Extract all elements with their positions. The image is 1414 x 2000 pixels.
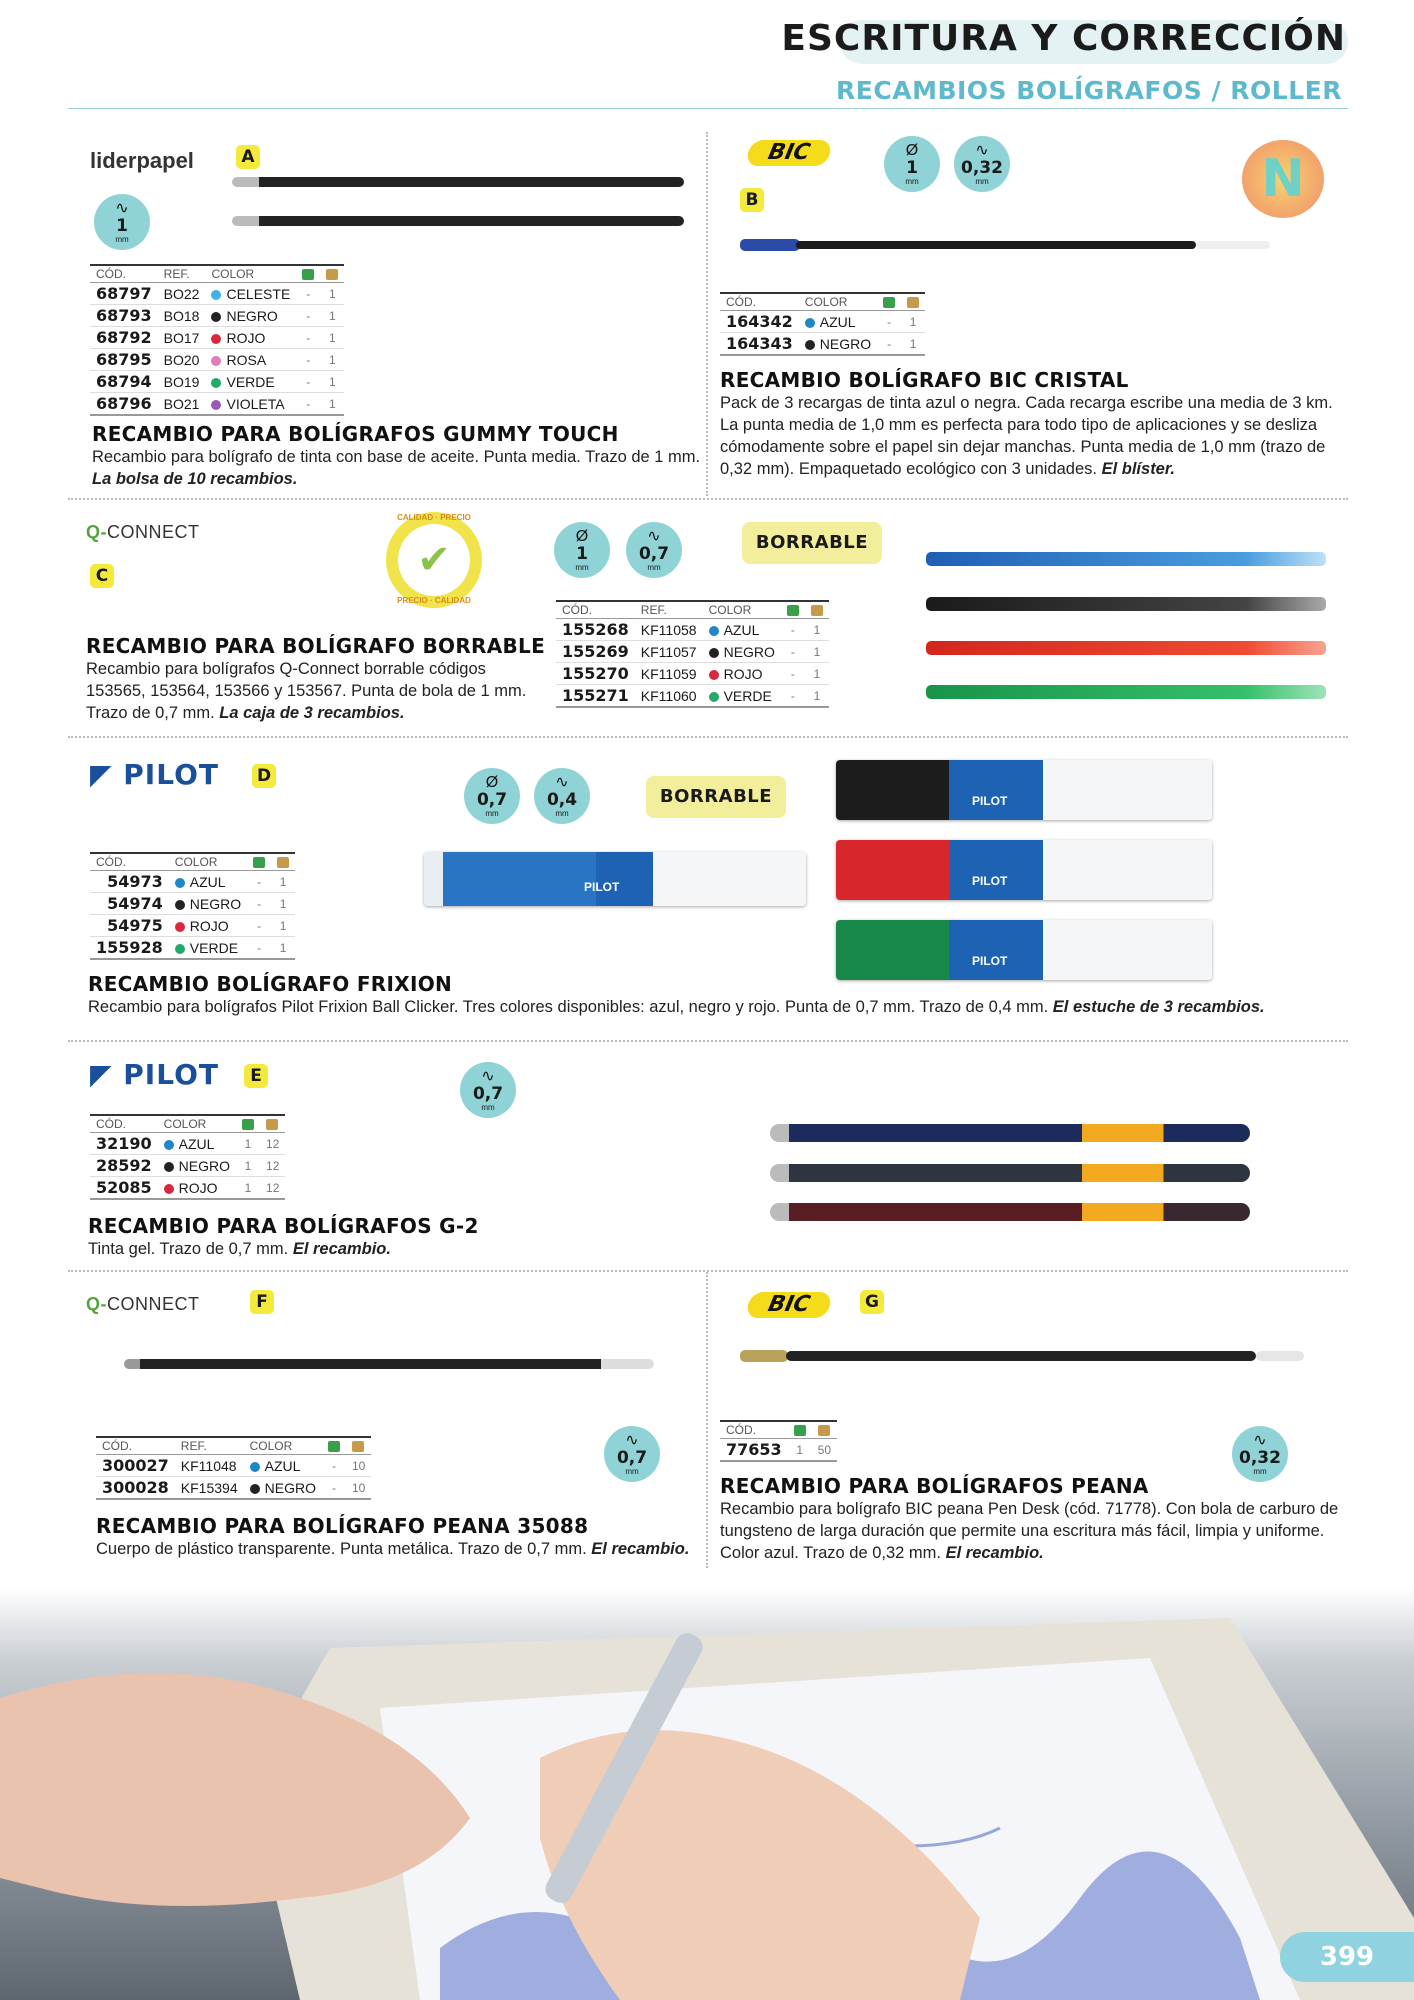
- product-title-b: RECAMBIO BOLÍGRAFO BIC CRISTAL: [720, 368, 1129, 392]
- diameter-circle: Ø 1 mm: [554, 522, 610, 578]
- box-icon: [326, 269, 338, 280]
- page-number: 399: [1280, 1932, 1414, 1982]
- new-badge: N: [1242, 140, 1324, 218]
- product-desc-e: Tinta gel. Trazo de 0,7 mm. El recambio.: [88, 1240, 391, 1258]
- table-row: 54975 ROJO - 1: [90, 915, 295, 937]
- page-title: ESCRITURA Y CORRECCIÓN: [781, 18, 1346, 59]
- bic-logo: BIC: [745, 140, 833, 166]
- header-rule: [68, 108, 1348, 109]
- wave-icon: ∿: [975, 142, 989, 159]
- quality-price-seal: ✔ CALIDAD · PRECIO PRECIO · CALIDAD: [386, 512, 482, 608]
- product-badge-f: F: [250, 1290, 274, 1314]
- product-desc-c: Recambio para bolígrafos Q-Connect borrable códigos 153565, 153564, 153566 y 153567. Punta de bola de 1 mm. Trazo de 0,7 mm. La caja de 3 recambios.: [86, 660, 527, 722]
- product-desc-a: Recambio para bolígrafo de tinta con base de aceite. Punta media. Trazo de 1 mm. La bolsa de 10 recambios.: [92, 448, 701, 488]
- stroke-circle: ∿ 0,32 mm: [954, 136, 1010, 192]
- product-badge-e: E: [244, 1064, 268, 1088]
- stroke-circle: ∿ 0,4 mm: [534, 768, 590, 824]
- erasable-tag: BORRABLE: [646, 776, 786, 818]
- section-divider: [68, 498, 1348, 500]
- diameter-icon: Ø: [485, 774, 499, 791]
- product-table-d: CÓD. COLOR 54973 AZUL - 1 54974 NEGRO - 1 54975 ROJO - 1 155928 VERDE - 1: [90, 852, 295, 960]
- product-table-e: CÓD. COLOR 32190 AZUL 1 12 28592 NEGRO 1 12 52085 ROJO 1 12: [90, 1114, 285, 1200]
- bic-logo: BIC: [745, 1292, 833, 1318]
- product-badge-g: G: [860, 1290, 884, 1314]
- product-desc-b: Pack de 3 recargas de tinta azul o negra. Cada recarga escribe una media de 3 km. La punta media de 1,0 mm es perfecta para todo tipo de aplicaciones y se desliza cómodamente sobre el papel sin dejar manchas. Punta media de 1,0 mm (trazo de 0,32 mm). Empaquetado ecológico con 3 unidades. El blíster.: [720, 394, 1333, 478]
- table-row: 54973 AZUL - 1: [90, 871, 295, 893]
- product-title-a: RECAMBIO PARA BOLÍGRAFOS GUMMY TOUCH: [92, 422, 619, 446]
- wave-icon: ∿: [481, 1068, 495, 1085]
- table-row: 77653 1 50: [720, 1439, 837, 1462]
- diameter-icon: Ø: [575, 528, 589, 545]
- table-row: 68796 BO21 VIOLETA - 1: [90, 393, 344, 416]
- stroke-circle: ∿ 0,32 mm: [1232, 1426, 1288, 1482]
- product-title-d: RECAMBIO BOLÍGRAFO FRIXION: [88, 972, 453, 996]
- product-table-f: CÓD. REF. COLOR 300027 KF11048 AZUL - 10 300028 KF15394 NEGRO - 10: [96, 1436, 371, 1500]
- table-row: 300028 KF15394 NEGRO - 10: [96, 1477, 371, 1500]
- table-row: 68797 BO22 CELESTE - 1: [90, 283, 344, 305]
- table-row: 155269 KF11057 NEGRO - 1: [556, 641, 829, 663]
- wave-icon: ∿: [115, 200, 129, 217]
- q-connect-logo: Q-CONNECT: [86, 1294, 200, 1314]
- pilot-logo: ◤ PILOT: [90, 1058, 219, 1091]
- table-row: 54974 NEGRO - 1: [90, 893, 295, 915]
- wave-icon: ∿: [625, 1432, 639, 1449]
- table-row: 155928 VERDE - 1: [90, 937, 295, 960]
- table-row: 68793 BO18 NEGRO - 1: [90, 305, 344, 327]
- check-icon: ✔: [398, 524, 470, 596]
- product-desc-f: Cuerpo de plástico transparente. Punta metálica. Trazo de 0,7 mm. El recambio.: [96, 1540, 690, 1558]
- product-badge-b: B: [740, 188, 764, 212]
- table-row: 68794 BO19 VERDE - 1: [90, 371, 344, 393]
- pilot-emblem-icon: ◤: [90, 758, 124, 791]
- table-row: 155271 KF11060 VERDE - 1: [556, 685, 829, 708]
- writing-photo-illustration: [0, 1588, 1414, 2000]
- unit-icon: [242, 1119, 254, 1130]
- wave-icon: ∿: [1253, 1432, 1267, 1449]
- stroke-circle: ∿ 0,7 mm: [626, 522, 682, 578]
- product-title-c: RECAMBIO PARA BOLÍGRAFO BORRABLE: [86, 634, 546, 658]
- diameter-circle: Ø 0,7 mm: [464, 768, 520, 824]
- product-title-f: RECAMBIO PARA BOLÍGRAFO PEANA 35088: [96, 1514, 589, 1538]
- unit-icon: [787, 605, 799, 616]
- erasable-tag: BORRABLE: [742, 522, 882, 564]
- product-table-b: CÓD. COLOR 164342 AZUL - 1 164343 NEGRO - 1: [720, 292, 925, 356]
- wave-icon: ∿: [647, 528, 661, 545]
- wave-icon: ∿: [555, 774, 569, 791]
- diameter-icon: Ø: [905, 142, 919, 159]
- product-badge-d: D: [252, 764, 276, 788]
- product-desc-g: Recambio para bolígrafo BIC peana Pen Desk (cód. 71778). Con bola de carburo de tungsteno de larga duración que permite una escritura más fácil, limpia y uniforme. Color azul. Trazo de 0,32 mm. El recambio.: [720, 1500, 1339, 1562]
- table-row: 28592 NEGRO 1 12: [90, 1155, 285, 1177]
- product-badge-a: A: [236, 145, 260, 169]
- section-divider: [68, 736, 1348, 738]
- table-row: 32190 AZUL 1 12: [90, 1133, 285, 1155]
- product-title-e: RECAMBIO PARA BOLÍGRAFOS G-2: [88, 1214, 479, 1238]
- table-row: 68795 BO20 ROSA - 1: [90, 349, 344, 371]
- product-title-g: RECAMBIO PARA BOLÍGRAFOS PEANA: [720, 1474, 1149, 1498]
- table-row: 52085 ROJO 1 12: [90, 1177, 285, 1200]
- product-table-c: CÓD. REF. COLOR 155268 KF11058 AZUL - 1 155269 KF11057 NEGRO - 1 155270 KF11059 ROJO - 1 155271 KF11060 VERDE - 1: [556, 600, 829, 708]
- box-icon: [818, 1425, 830, 1436]
- diameter-circle: Ø 1 mm: [884, 136, 940, 192]
- pilot-emblem-icon: ◤: [90, 1058, 124, 1091]
- product-table-g: CÓD. 77653 1 50: [720, 1420, 837, 1462]
- unit-icon: [328, 1441, 340, 1452]
- box-icon: [811, 605, 823, 616]
- table-row: 68792 BO17 ROJO - 1: [90, 327, 344, 349]
- box-icon: [277, 857, 289, 868]
- table-row: 164343 NEGRO - 1: [720, 333, 925, 356]
- unit-icon: [253, 857, 265, 868]
- writing-photo: [0, 1588, 1414, 2000]
- column-divider: [706, 132, 708, 496]
- product-badge-c: C: [90, 564, 114, 588]
- unit-icon: [883, 297, 895, 308]
- column-divider: [706, 1272, 708, 1568]
- box-icon: [266, 1119, 278, 1130]
- stroke-circle: ∿ 0,7 mm: [460, 1062, 516, 1118]
- section-divider: [68, 1270, 1348, 1272]
- section-divider: [68, 1040, 1348, 1042]
- q-connect-logo: Q-CONNECT: [86, 522, 200, 542]
- table-row: 300027 KF11048 AZUL - 10: [96, 1455, 371, 1477]
- unit-icon: [302, 269, 314, 280]
- page-subtitle: RECAMBIOS BOLÍGRAFOS / ROLLER: [836, 76, 1342, 105]
- pilot-logo: ◤ PILOT: [90, 758, 219, 791]
- unit-icon: [794, 1425, 806, 1436]
- box-icon: [907, 297, 919, 308]
- liderpapel-logo: liderpapel: [90, 148, 194, 173]
- table-row: 155268 KF11058 AZUL - 1: [556, 619, 829, 641]
- product-desc-d: Recambio para bolígrafos Pilot Frixion Ball Clicker. Tres colores disponibles: azul, negro y rojo. Punta de 0,7 mm. Trazo de 0,4 mm. El estuche de 3 recambios.: [88, 998, 1265, 1016]
- product-table-a: CÓD. REF. COLOR 68797 BO22 CELESTE - 1 68793 BO18 NEGRO - 1 68792 BO17 ROJO - 1 68795 BO20 ROSA - 1 68794 BO19 VERDE - 1 68796 BO21 VIOLETA - 1: [90, 264, 344, 416]
- box-icon: [352, 1441, 364, 1452]
- table-row: 164342 AZUL - 1: [720, 311, 925, 333]
- stroke-circle: ∿ 0,7 mm: [604, 1426, 660, 1482]
- stroke-circle: ∿ 1 mm: [94, 194, 150, 250]
- table-row: 155270 KF11059 ROJO - 1: [556, 663, 829, 685]
